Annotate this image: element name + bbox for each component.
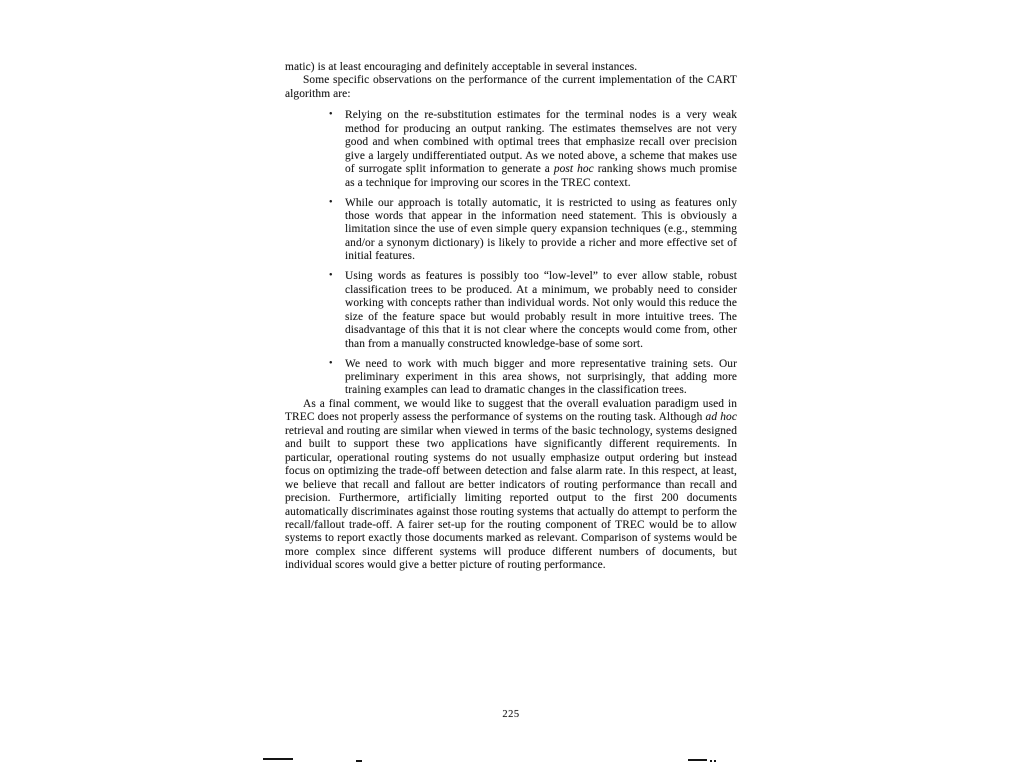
bullet-icon: •: [329, 270, 333, 282]
paragraph-closing: As a final comment, we would like to suggest that the overall evaluation paradigm used in TREC does not properly assess the performance of systems on the routing task. Although ad hoc retrieval and routing are similar when viewed in terms of the basic technology, systems designed and built to support these two applications have significantly different requirements. In particular, operational routing systems do not usually emphasize output ordering but instead focus on optimizing the trade-off between detection and false alarm rate. In this respect, at least, we believe that recall and fallout are better indicators of routing performance than recall and precision. Furthermore, artificially limiting reported output to the first 200 documents automatically discriminates against those routing systems that actually do attempt to perform the recall/fallout trade-off. A fairer set-up for the routing component of TREC would be to allow systems to report exactly those documents marked as relevant. Comparison of systems would be more complex since different systems will produce different numbers of documents, but individual scores would give a better picture of routing performance.: [285, 397, 737, 572]
scan-artifact-dash: [356, 760, 362, 762]
scan-artifact-line: [688, 759, 707, 761]
bullet-icon: •: [329, 357, 333, 369]
text-block: [285, 61, 737, 573]
list-item: [285, 270, 737, 351]
scan-artifact-line: [263, 758, 293, 760]
paragraph-continuation: matic) is at least encouraging and definitely acceptable in several instances.: [285, 61, 638, 73]
list-item-text: While our approach is totally automatic, it is restricted to using as features only those words that appear in the information need statement. This is obviously a limitation since the use of even simple query expansion techniques (e.g., stemming and/or a synonym dictionary) is likely to provide a richer and more effective set of initial features.: [345, 196, 737, 263]
list-item: [285, 197, 737, 264]
list-item-text: We need to work with much bigger and more representative training sets. Our preliminary experiment in this area shows, not surprisingly, that adding more training examples can lead to dramatic changes in the classification trees.: [345, 357, 737, 397]
bullet-icon: •: [329, 196, 333, 208]
scan-artifact-dot: [714, 760, 716, 762]
list-item: [285, 109, 737, 190]
scan-artifact-dot: [710, 760, 712, 762]
list-item-text: Relying on the re-substitution estimates for the terminal nodes is a very weak method for producing an output ranking. The estimates themselves are not very good and when combined with optimal trees that emphasize recall over precision give a largely undifferentiated output. As we noted above, a scheme that makes use of surrogate split information to generate a post hoc ranking shows much promise as a technique for improving our scores in the TREC context.: [345, 109, 737, 189]
list-item-text: Using words as features is possibly too “low-level” to ever allow stable, robust classification trees to be produced. At a minimum, we probably need to consider working with concepts rather than individual words. Not only would this reduce the size of the feature space but would probably result in more intuitive trees. The disadvantage of this that it is not clear where the concepts would come from, other than from a manually constructed knowledge-base of some sort.: [345, 270, 737, 350]
bullet-list: [285, 109, 737, 398]
bullet-icon: •: [329, 109, 333, 121]
page-number: 225: [502, 709, 520, 720]
list-item: [285, 358, 737, 398]
paragraph-observations-intro: Some specific observations on the performance of the current implementation of the CART algorithm are:: [285, 74, 737, 100]
